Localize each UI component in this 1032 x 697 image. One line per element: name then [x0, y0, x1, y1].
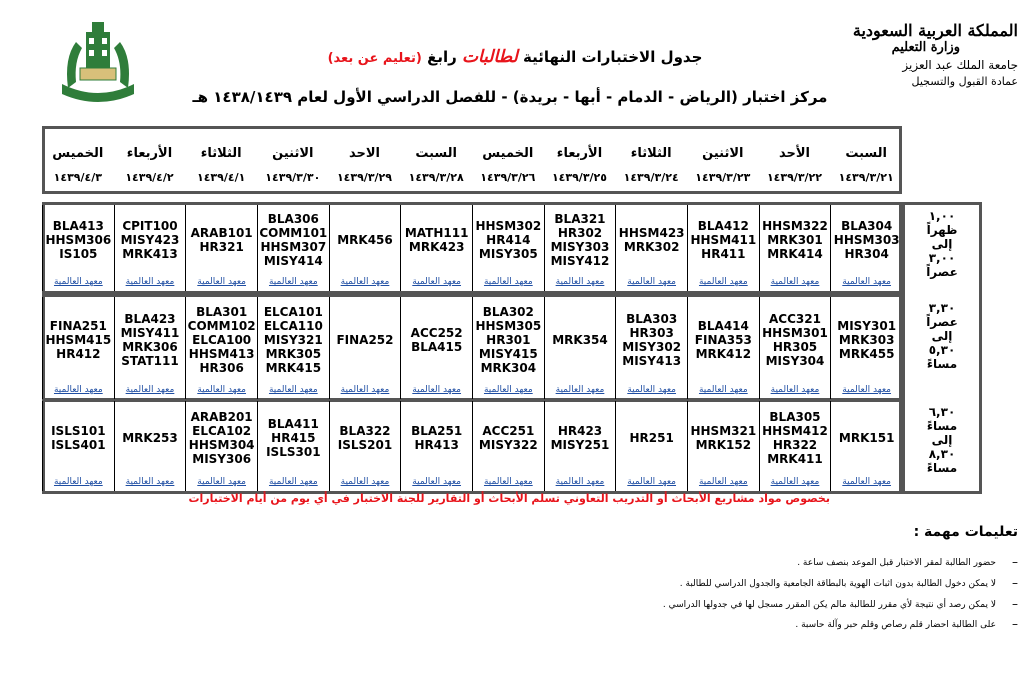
institute-link[interactable]: معهد العالمية — [125, 477, 175, 487]
course-code: ELCA102 — [192, 424, 252, 438]
course-code: MISY415 — [478, 347, 538, 361]
institute-link[interactable]: معهد العالمية — [483, 385, 533, 395]
course-codes — [115, 219, 186, 261]
day-name: الثلاثاء — [200, 146, 242, 161]
day-date: ١٤٣٩/٤/٣ — [53, 171, 102, 184]
course-codes — [760, 312, 831, 368]
institute-link[interactable]: معهد العالمية — [698, 385, 748, 395]
course-codes — [186, 410, 257, 466]
institute-link[interactable]: معهد العالمية — [627, 477, 677, 487]
course-code: MISY302 — [622, 340, 682, 354]
course-code: BLA303 — [626, 312, 678, 326]
exam-cell — [830, 205, 902, 291]
course-code: HHSM413 — [188, 347, 255, 361]
day-name: السبت — [415, 146, 457, 161]
course-code: HR423 — [557, 424, 603, 438]
course-code: BLA302 — [482, 305, 534, 319]
bullet-dash: – — [1012, 576, 1018, 590]
day-name: الأربعاء — [126, 146, 173, 161]
course-codes — [401, 326, 472, 354]
course-codes — [760, 219, 831, 261]
time-slot-line: إلى — [931, 433, 953, 447]
course-codes — [688, 219, 759, 261]
ministry-header — [818, 22, 1018, 90]
day-header — [185, 126, 257, 188]
exam-cell — [544, 297, 616, 399]
institute-link[interactable]: معهد العالمية — [268, 277, 318, 287]
course-code: HR415 — [271, 431, 316, 445]
institute-link[interactable]: معهد العالمية — [698, 477, 748, 487]
exam-cell — [687, 205, 759, 291]
day-date: ١٤٣٩/٤/١ — [196, 171, 246, 184]
course-code: BLA322 — [339, 424, 391, 438]
time-slot-line: ٨,٣٠ — [928, 447, 956, 461]
course-code: MISY251 — [550, 438, 610, 452]
course-code: MRK302 — [623, 240, 680, 254]
day-header — [759, 126, 831, 188]
course-code: COMM102 — [187, 319, 256, 333]
course-codes — [545, 333, 616, 347]
course-code: BLA415 — [411, 340, 463, 354]
course-code: HHSM301 — [762, 326, 828, 340]
time-slot-line: ٦,٣٠ — [928, 405, 956, 419]
institute-link[interactable]: معهد العالمية — [53, 477, 103, 487]
day-header — [400, 126, 472, 188]
exam-cell — [687, 297, 759, 399]
exam-cell — [185, 401, 257, 491]
course-code: ISLS101 — [51, 424, 106, 438]
exam-cell — [257, 205, 329, 291]
exam-cell — [472, 205, 544, 291]
course-codes — [616, 312, 687, 368]
exam-cell — [185, 297, 257, 399]
course-codes — [43, 219, 114, 261]
course-code: ACC321 — [769, 312, 821, 326]
instruction-item: لا يمكن رصد أي نتيجة لأي مقرر للطالبة مالم يكن المقرر مسجل لها في جدولها الدراسي . — [662, 600, 996, 610]
course-code: MISY413 — [622, 354, 682, 368]
course-codes — [831, 431, 902, 445]
course-codes — [115, 431, 186, 445]
course-codes — [115, 312, 186, 368]
day-name: الاثنين — [272, 146, 314, 161]
day-header — [114, 126, 186, 188]
day-date: ١٤٣٩/٣/٢٩ — [336, 171, 392, 184]
exam-cell — [830, 401, 902, 491]
day-date: ١٤٣٩/٣/٢٣ — [695, 171, 751, 184]
course-code: MISY301 — [837, 319, 897, 333]
bullet-dash: – — [1012, 597, 1018, 611]
course-code: MISY322 — [478, 438, 538, 452]
time-slot-line: عصراً — [926, 315, 958, 329]
institute-link[interactable]: معهد العالمية — [842, 477, 892, 487]
exam-cell — [544, 205, 616, 291]
time-slot-line: مساءً — [926, 357, 958, 371]
day-header — [42, 126, 114, 188]
title-emphasis: لطالبات — [461, 47, 518, 67]
course-codes — [258, 417, 329, 459]
time-slot-line: ظهراً — [926, 223, 958, 237]
course-codes — [401, 424, 472, 452]
day-name: الخميس — [52, 146, 104, 161]
course-code: BLA251 — [411, 424, 463, 438]
institute-link[interactable]: معهد العالمية — [197, 385, 247, 395]
exam-cell — [114, 297, 186, 399]
course-code: ELCA110 — [263, 319, 323, 333]
course-code: MRK303 — [838, 333, 895, 347]
course-code: CPIT100 — [122, 219, 178, 233]
course-code: ARAB101 — [190, 226, 253, 240]
course-code: MISY304 — [765, 354, 825, 368]
exam-cell — [329, 205, 401, 291]
institute-link[interactable]: معهد العالمية — [197, 277, 247, 287]
course-codes — [473, 219, 544, 261]
day-name: الاثنين — [702, 146, 744, 161]
page-title — [270, 47, 760, 67]
day-header — [830, 126, 902, 188]
course-code: MRK301 — [767, 233, 823, 247]
course-code: BLA412 — [697, 219, 749, 233]
course-codes — [616, 431, 687, 445]
exam-cell — [329, 401, 401, 491]
course-code: MRK354 — [552, 333, 608, 347]
course-code: HHSM306 — [45, 233, 112, 247]
course-codes — [401, 226, 472, 254]
course-code: BLA413 — [52, 219, 104, 233]
course-code: MRK414 — [767, 247, 823, 261]
course-code: HHSM303 — [833, 233, 900, 247]
course-code: HHSM302 — [475, 219, 542, 233]
institute-link[interactable]: معهد العالمية — [412, 385, 462, 395]
institute-link[interactable]: معهد العالمية — [770, 277, 820, 287]
course-code: HHSM412 — [762, 424, 828, 438]
institute-link[interactable]: معهد العالمية — [555, 477, 605, 487]
day-header — [687, 126, 759, 188]
course-code: MRK305 — [265, 347, 322, 361]
bullet-dash: – — [1012, 555, 1018, 569]
exam-cell — [615, 297, 687, 399]
day-name: الخميس — [482, 146, 534, 161]
course-codes — [473, 424, 544, 452]
institute-link[interactable]: معهد العالمية — [125, 277, 175, 287]
course-codes — [186, 305, 257, 375]
course-code: ARAB201 — [190, 410, 253, 424]
course-code: MISY305 — [478, 247, 538, 261]
exam-cell — [615, 401, 687, 491]
course-code: HR303 — [629, 326, 674, 340]
course-codes — [258, 212, 329, 268]
course-code: ISLS401 — [51, 438, 106, 452]
exam-cell — [42, 297, 114, 399]
exam-cell — [759, 401, 831, 491]
course-code: HR413 — [414, 438, 459, 452]
day-header — [257, 126, 329, 188]
institute-link[interactable]: معهد العالمية — [197, 477, 247, 487]
institute-link[interactable]: معهد العالمية — [125, 385, 175, 395]
exam-cell — [400, 205, 472, 291]
day-name: الثلاثاء — [630, 146, 672, 161]
course-code: BLA306 — [267, 212, 319, 226]
course-code: MISY321 — [263, 333, 323, 347]
institute-link[interactable]: معهد العالمية — [770, 385, 820, 395]
course-code: MRK411 — [767, 452, 823, 466]
time-slot — [902, 405, 982, 475]
instruction-item: حضور الطالبة لمقر الاختبار قبل الموعد بنصف ساعة . — [797, 558, 996, 568]
day-name: الاحد — [348, 146, 380, 161]
exam-cell — [114, 401, 186, 491]
course-codes — [43, 424, 114, 452]
course-code: MRK455 — [838, 347, 895, 361]
course-code: ISLS301 — [266, 445, 321, 459]
course-codes — [258, 305, 329, 375]
course-code: HHSM305 — [475, 319, 542, 333]
course-code: STAT111 — [121, 354, 179, 368]
course-code: IS105 — [59, 247, 98, 261]
exam-cell — [544, 401, 616, 491]
exam-cell — [400, 401, 472, 491]
institute-link[interactable]: معهد العالمية — [340, 277, 390, 287]
course-code: HR301 — [486, 333, 531, 347]
instruction-item: على الطالبة احضار قلم رصاص وقلم حبر وآلة حاسبة . — [795, 620, 996, 630]
course-code: HR306 — [199, 361, 244, 375]
course-codes — [473, 305, 544, 375]
title-mode: (تعليم عن بعد) — [327, 51, 422, 66]
exam-cell — [42, 205, 114, 291]
time-slot-line: مساءً — [926, 419, 958, 433]
research-note: بخصوص مواد مشاريع الأبحاث أو التدريب التعاوني تسلم الأبحاث أو التقارير للجنة الاختبار في أي يوم من أيام الاختبارات — [188, 492, 830, 505]
course-code: BLA301 — [196, 305, 248, 319]
instruction-item: لا يمكن دخول الطالبة بدون اثبات الهوية بالبطاقة الجامعية والجدول الدراسي للطالبة . — [679, 579, 996, 589]
day-date: ١٤٣٩/٣/٢٨ — [408, 171, 464, 184]
university-seal-icon — [58, 18, 138, 102]
kingdom-name: المملكة العربية السعودية — [852, 21, 1018, 40]
exam-cell — [830, 297, 902, 399]
course-code: BLA321 — [554, 212, 606, 226]
day-name: الأربعاء — [556, 146, 603, 161]
course-code: HR411 — [701, 247, 746, 261]
course-code: MISY414 — [263, 254, 323, 268]
exam-cell — [329, 297, 401, 399]
course-codes — [545, 424, 616, 452]
course-code: BLA423 — [124, 312, 176, 326]
institute-link[interactable]: معهد العالمية — [340, 477, 390, 487]
day-date: ١٤٣٩/٤/٢ — [125, 171, 174, 184]
course-code: HR322 — [772, 438, 818, 452]
institute-link[interactable]: معهد العالمية — [53, 277, 103, 287]
time-slot-line: إلى — [931, 237, 953, 251]
course-code: MRK415 — [265, 361, 322, 375]
time-slot-line: إلى — [931, 329, 953, 343]
exam-cell — [759, 297, 831, 399]
course-code: ACC251 — [482, 424, 535, 438]
course-code: MRK152 — [695, 438, 752, 452]
title-main: جدول الاختبارات النهائية — [523, 48, 703, 66]
course-code: MRK304 — [480, 361, 537, 375]
course-codes — [545, 212, 616, 268]
course-code: MISY412 — [550, 254, 610, 268]
day-name: الأحد — [778, 146, 810, 161]
course-code: ISLS201 — [337, 438, 393, 452]
exam-cell — [400, 297, 472, 399]
course-code: ELCA101 — [263, 305, 323, 319]
course-code: HHSM307 — [260, 240, 327, 254]
course-code: HHSM322 — [762, 219, 828, 233]
institute-link[interactable]: معهد العالمية — [483, 277, 533, 287]
course-code: BLA305 — [769, 410, 821, 424]
institute-link[interactable]: معهد العالمية — [268, 477, 318, 487]
institute-link[interactable]: معهد العالمية — [555, 385, 605, 395]
exam-cell — [114, 205, 186, 291]
course-code: HHSM415 — [45, 333, 112, 347]
course-codes — [760, 410, 831, 466]
course-code: MISY303 — [550, 240, 610, 254]
institute-link[interactable]: معهد العالمية — [412, 477, 462, 487]
course-code: HHSM411 — [690, 233, 757, 247]
institute-link[interactable]: معهد العالمية — [627, 277, 677, 287]
course-code: MRK253 — [122, 431, 178, 445]
time-slot-line: مساءً — [926, 461, 958, 475]
course-codes — [330, 233, 401, 247]
course-code: HR302 — [557, 226, 603, 240]
course-codes — [330, 333, 401, 347]
day-name: السبت — [845, 146, 887, 161]
day-header — [472, 126, 544, 188]
course-code: FINA353 — [694, 333, 752, 347]
exam-cell — [615, 205, 687, 291]
exam-cell — [472, 297, 544, 399]
title-location: رابغ — [427, 48, 457, 66]
course-code: HHSM321 — [690, 424, 757, 438]
time-slot-line: ٣,٠٠ — [928, 251, 956, 265]
exam-cell — [687, 401, 759, 491]
day-date: ١٤٣٩/٣/٢١ — [838, 171, 894, 184]
course-codes — [186, 226, 257, 254]
time-slot-line: عصراً — [926, 265, 958, 279]
institute-link[interactable]: معهد العالمية — [412, 277, 462, 287]
day-date: ١٤٣٩/٣/٢٥ — [551, 171, 607, 184]
course-code: ACC252 — [410, 326, 463, 340]
course-code: MRK151 — [838, 431, 895, 445]
institute-link[interactable]: معهد العالمية — [842, 277, 892, 287]
course-code: HHSM304 — [188, 438, 255, 452]
institute-link[interactable]: معهد العالمية — [842, 385, 892, 395]
day-header — [544, 126, 616, 188]
exam-cell — [257, 401, 329, 491]
institute-link[interactable]: معهد العالمية — [340, 385, 390, 395]
course-code: HR321 — [199, 240, 244, 254]
institute-link[interactable]: معهد العالمية — [483, 477, 533, 487]
institute-link[interactable]: معهد العالمية — [555, 277, 605, 287]
exam-cell — [257, 297, 329, 399]
course-code: MRK306 — [122, 340, 178, 354]
course-code: BLA411 — [267, 417, 319, 431]
course-code: COMM101 — [259, 226, 328, 240]
course-codes — [43, 319, 114, 361]
time-slot — [902, 209, 982, 279]
university-name: جامعة الملك عبد العزيز — [902, 58, 1018, 72]
course-code: MISY423 — [120, 233, 180, 247]
day-date: ١٤٣٩/٣/٢٤ — [623, 171, 679, 184]
day-date: ١٤٣٩/٣/٣٠ — [265, 171, 321, 184]
institute-link[interactable]: معهد العالمية — [698, 277, 748, 287]
course-code: HR305 — [772, 340, 818, 354]
course-code: MRK412 — [695, 347, 752, 361]
course-code: MRK456 — [337, 233, 393, 247]
institute-link[interactable]: معهد العالمية — [627, 385, 677, 395]
day-date: ١٤٣٩/٣/٢٢ — [766, 171, 822, 184]
exam-cell — [472, 401, 544, 491]
course-code: HR251 — [629, 431, 674, 445]
time-slot — [902, 301, 982, 371]
course-code: HR412 — [56, 347, 101, 361]
time-slot-line: ٥,٣٠ — [928, 343, 956, 357]
course-code: HR304 — [844, 247, 889, 261]
institute-link[interactable]: معهد العالمية — [770, 477, 820, 487]
exam-cell — [759, 205, 831, 291]
course-code: ELCA100 — [192, 333, 252, 347]
course-code: MRK413 — [122, 247, 178, 261]
instructions-title: تعليمات مهمة : — [913, 524, 1018, 540]
course-codes — [688, 424, 759, 452]
day-header — [615, 126, 687, 188]
course-code: BLA414 — [697, 319, 749, 333]
course-codes — [831, 319, 902, 361]
course-codes — [616, 226, 687, 254]
deanship-name: عمادة القبول والتسجيل — [911, 75, 1018, 88]
course-codes — [688, 319, 759, 361]
course-code: FINA251 — [49, 319, 107, 333]
day-date: ١٤٣٩/٣/٢٦ — [480, 171, 536, 184]
course-code: MRK423 — [408, 240, 465, 254]
course-codes — [831, 219, 902, 261]
institute-link[interactable]: معهد العالمية — [268, 385, 318, 395]
page-subtitle: مركز اختبار (الرياض - الدمام - أبها - بريدة) - للفصل الدراسي الأول لعام ١٤٣٨/١٤٣٩ هـ — [192, 88, 828, 106]
day-header — [329, 126, 401, 188]
bullet-dash: – — [1012, 617, 1018, 631]
institute-link[interactable]: معهد العالمية — [53, 385, 103, 395]
exam-cell — [185, 205, 257, 291]
course-code: MISY306 — [192, 452, 252, 466]
course-code: MISY411 — [120, 326, 180, 340]
course-code: HHSM423 — [618, 226, 685, 240]
time-slot-line: ٣,٣٠ — [928, 301, 956, 315]
exam-cell — [42, 401, 114, 491]
ministry-name: وزارة التعليم — [891, 40, 960, 55]
time-slot-line: ١,٠٠ — [928, 209, 956, 223]
course-codes — [330, 424, 401, 452]
course-code: FINA252 — [336, 333, 394, 347]
course-code: HR414 — [486, 233, 531, 247]
course-code: BLA304 — [841, 219, 893, 233]
course-code: MATH111 — [404, 226, 469, 240]
